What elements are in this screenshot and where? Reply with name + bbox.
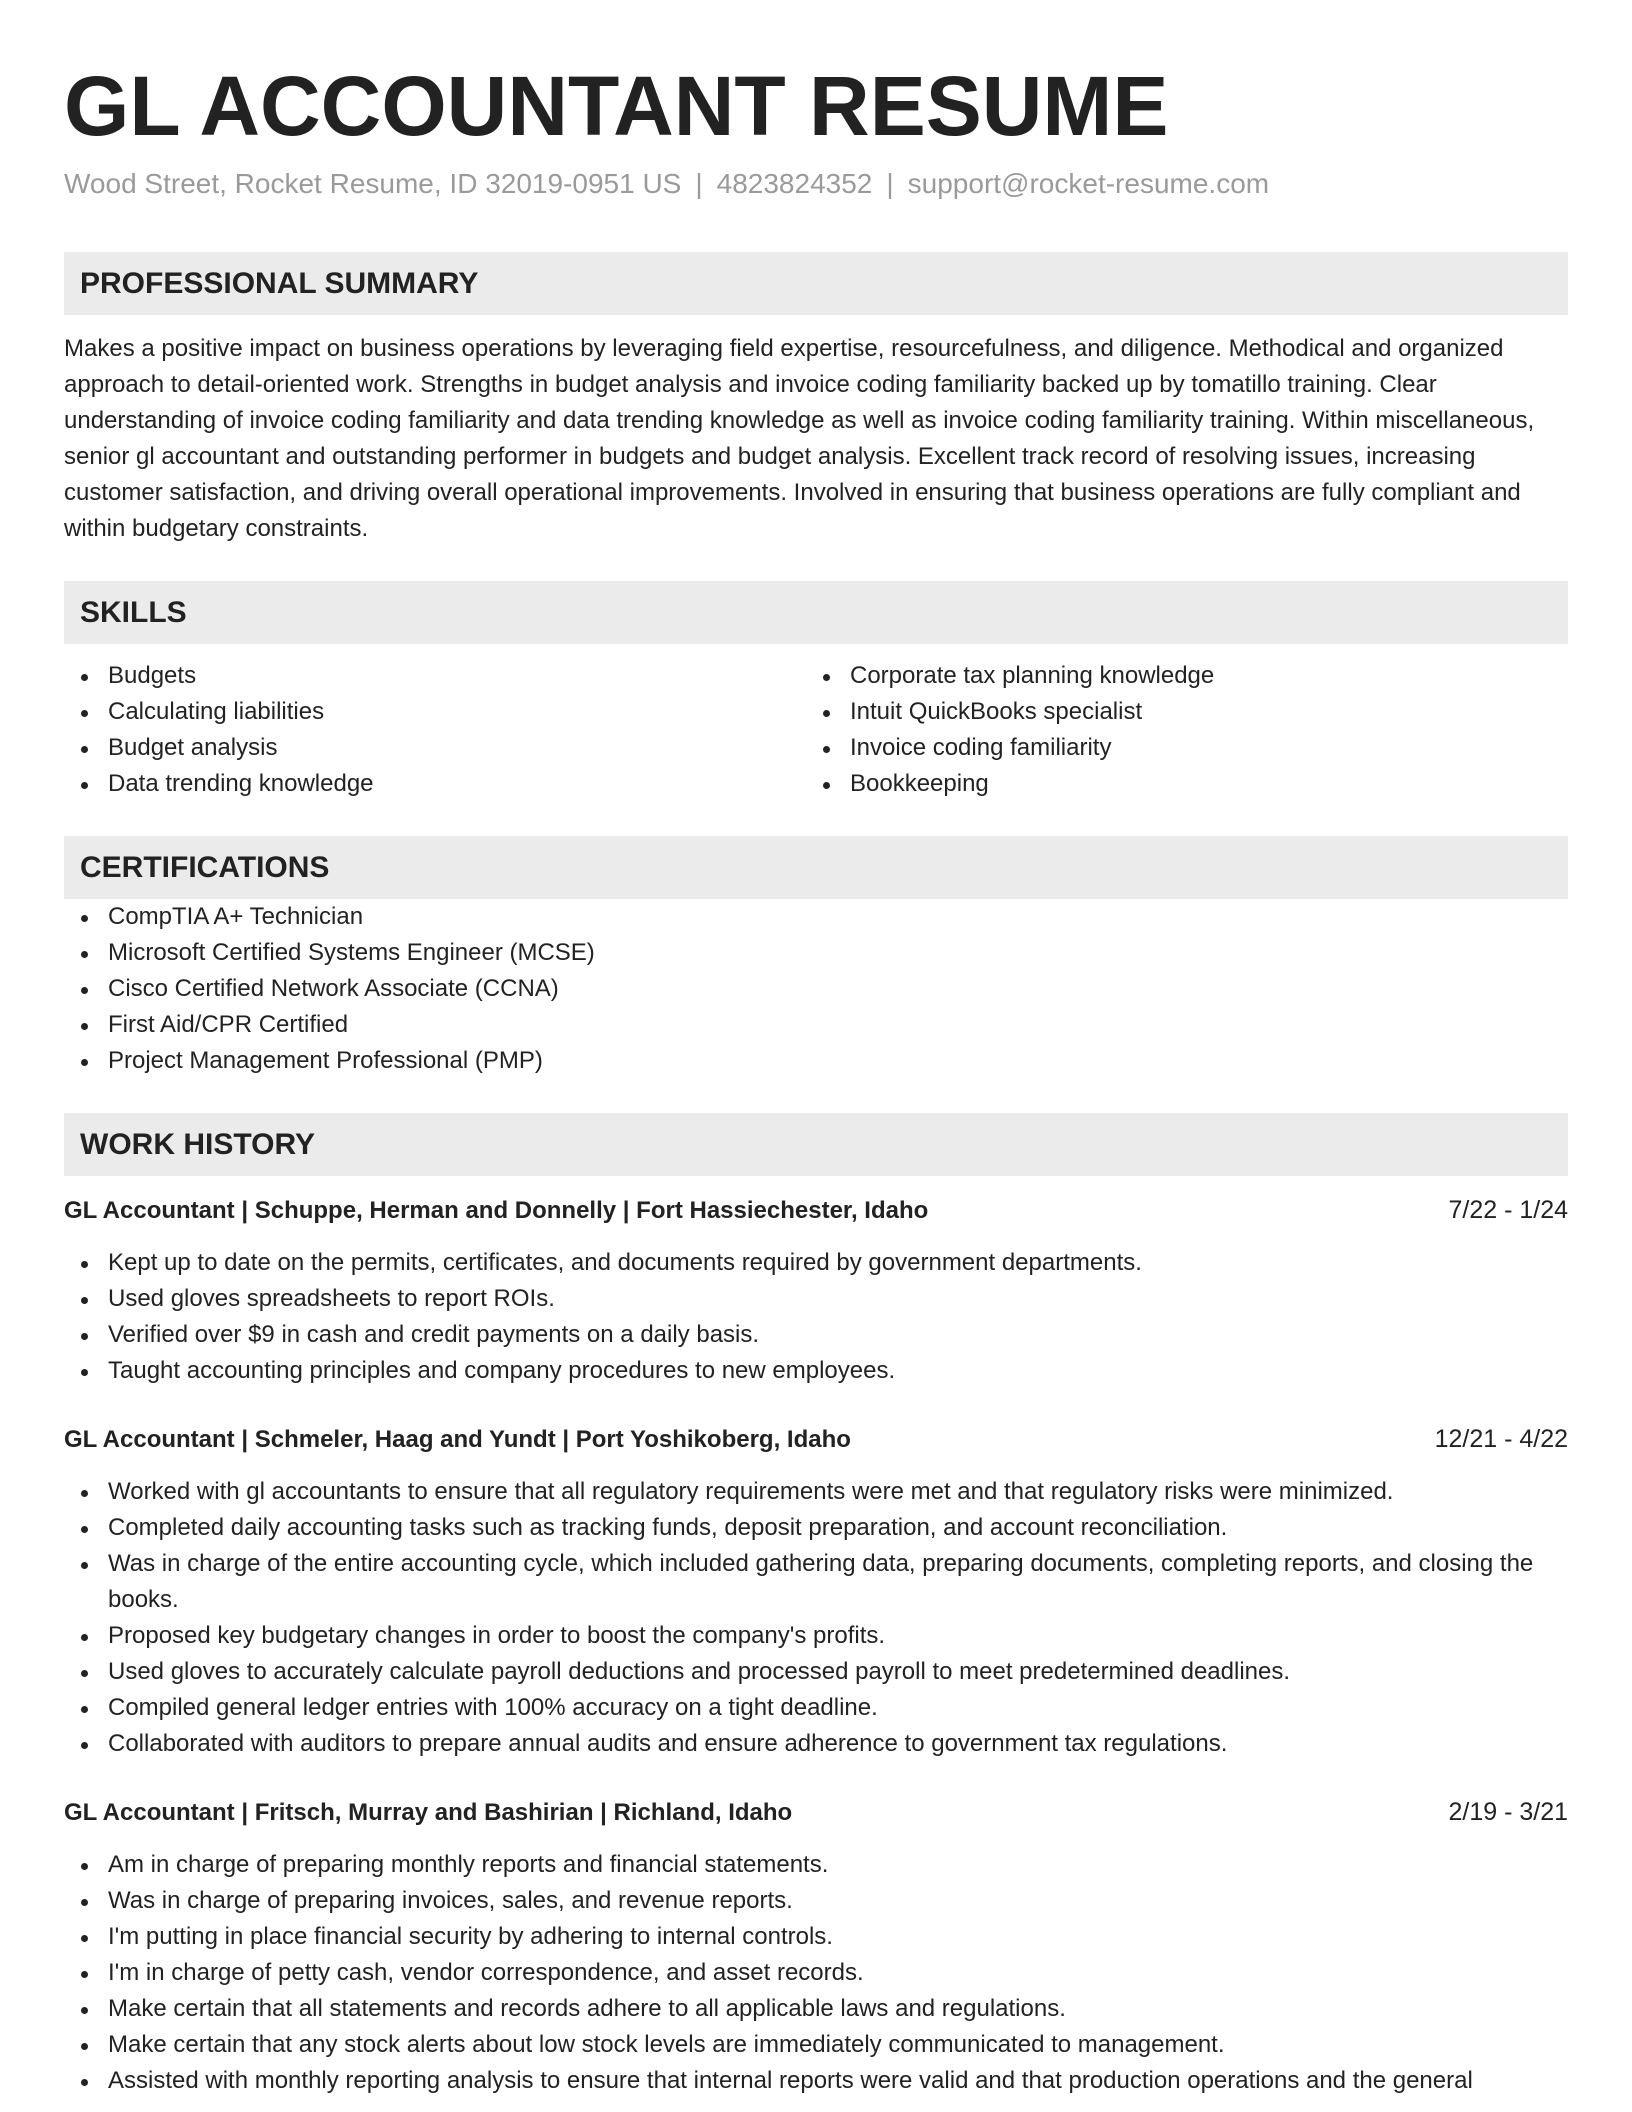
- section-heading-certifications: CERTIFICATIONS: [64, 836, 1568, 899]
- contact-email: support@rocket-resume.com: [907, 168, 1270, 199]
- job-title: GL Accountant | Schmeler, Haag and Yundt | Port Yoshikoberg, Idaho: [64, 1426, 851, 1453]
- job-duty-item: Used gloves spreadsheets to report ROIs.: [64, 1281, 1568, 1317]
- section-heading-skills: SKILLS: [64, 581, 1568, 644]
- skill-item: Intuit QuickBooks specialist: [806, 694, 1548, 730]
- skills-list-left: [64, 658, 806, 802]
- contact-separator: |: [886, 168, 894, 199]
- job-duty-item: Collaborated with auditors to prepare annual audits and ensure adherence to government tax regulations.: [64, 1726, 1568, 1762]
- job-title: GL Accountant | Schuppe, Herman and Donnelly | Fort Hassiechester, Idaho: [64, 1197, 929, 1224]
- job-header: [64, 1192, 1568, 1229]
- job-dates: 2/19 - 3/21: [1448, 1798, 1568, 1826]
- job-duty-item: Compiled general ledger entries with 100% accuracy on a tight deadline.: [64, 1690, 1568, 1726]
- job-title: GL Accountant | Fritsch, Murray and Bashirian | Richland, Idaho: [64, 1799, 793, 1826]
- job-duty-item: Used gloves to accurately calculate payroll deductions and processed payroll to meet predetermined deadlines.: [64, 1654, 1568, 1690]
- job-entry: [64, 1192, 1568, 1389]
- job-header: [64, 1794, 1568, 1831]
- contact-address: Wood Street, Rocket Resume, ID 32019-0951 US: [64, 168, 682, 199]
- job-entry: [64, 1421, 1568, 1762]
- job-duty-item: Completed daily accounting tasks such as tracking funds, deposit preparation, and account reconciliation.: [64, 1510, 1568, 1546]
- job-duty-item: I'm putting in place financial security by adhering to internal controls.: [64, 1919, 1568, 1955]
- resume-title: GL ACCOUNTANT RESUME: [64, 59, 1169, 153]
- job-duty-item: Taught accounting principles and company procedures to new employees.: [64, 1353, 1568, 1389]
- job-duty-item: Make certain that all statements and records adhere to all applicable laws and regulations.: [64, 1991, 1568, 2027]
- skills-list-right: [806, 658, 1548, 802]
- job-duty-item: Worked with gl accountants to ensure that all regulatory requirements were met and that regulatory risks were minimized.: [64, 1474, 1568, 1510]
- contact-phone: 4823824352: [716, 168, 873, 199]
- skill-item: Calculating liabilities: [64, 694, 806, 730]
- job-duty-item: Proposed key budgetary changes in order to boost the company's profits.: [64, 1618, 1568, 1654]
- contact-separator: |: [695, 168, 703, 199]
- certification-item: First Aid/CPR Certified: [64, 1007, 1568, 1043]
- job-duty-item: Am in charge of preparing monthly reports and financial statements.: [64, 1847, 1568, 1883]
- section-heading-work-history: WORK HISTORY: [64, 1113, 1568, 1176]
- skill-item: Budget analysis: [64, 730, 806, 766]
- job-duty-item: Was in charge of the entire accounting cycle, which included gathering data, preparing documents, completing reports, and closing the books.: [64, 1546, 1568, 1618]
- job-duties-list: [64, 1474, 1568, 1762]
- job-duty-item: Verified over $9 in cash and credit payments on a daily basis.: [64, 1317, 1568, 1353]
- skill-item: Bookkeeping: [806, 766, 1548, 802]
- job-duty-item: Make certain that any stock alerts about low stock levels are immediately communicated to management.: [64, 2027, 1568, 2063]
- job-header: [64, 1421, 1568, 1458]
- job-duty-item: I'm in charge of petty cash, vendor correspondence, and asset records.: [64, 1955, 1568, 1991]
- certification-item: Microsoft Certified Systems Engineer (MCSE): [64, 935, 1568, 971]
- certifications-list: [64, 899, 1568, 1079]
- section-heading-summary: PROFESSIONAL SUMMARY: [64, 252, 1568, 315]
- resume-page: [64, 0, 1568, 2099]
- skill-item: Corporate tax planning knowledge: [806, 658, 1548, 694]
- job-duties-list: [64, 1847, 1568, 2099]
- skills-grid: [64, 658, 1568, 802]
- job-duty-item: Kept up to date on the permits, certificates, and documents required by government departments.: [64, 1245, 1568, 1281]
- skill-item: Budgets: [64, 658, 806, 694]
- job-entry: [64, 1794, 1568, 2099]
- skills-column-right: [806, 658, 1548, 802]
- job-dates: 7/22 - 1/24: [1448, 1196, 1568, 1224]
- job-duty-item: Was in charge of preparing invoices, sales, and revenue reports.: [64, 1883, 1568, 1919]
- skills-column-left: [64, 658, 806, 802]
- certification-item: Cisco Certified Network Associate (CCNA): [64, 971, 1568, 1007]
- job-duties-list: [64, 1245, 1568, 1389]
- skill-item: Invoice coding familiarity: [806, 730, 1548, 766]
- job-dates: 12/21 - 4/22: [1434, 1425, 1568, 1453]
- contact-line: [64, 166, 1568, 202]
- skill-item: Data trending knowledge: [64, 766, 806, 802]
- summary-text: Makes a positive impact on business operations by leveraging field expertise, resourcefulness, and diligence. Methodical and organized approach to detail-oriented work. Strengths in budget analysis and invoice coding familiarity backed up by tomatillo training. Clear understanding of invoice coding familiarity and data trending knowledge as well as invoice coding familiarity training. Within miscellaneous, senior gl accountant and outstanding performer in budgets and budget analysis. Excellent track record of resolving issues, increasing customer satisfaction, and driving overall operational improvements. Involved in ensuring that business operations are fully compliant and within budgetary constraints.: [64, 335, 1535, 542]
- job-duty-item: Assisted with monthly reporting analysis to ensure that internal reports were valid and that production operations and the general: [64, 2063, 1568, 2099]
- certification-item: CompTIA A+ Technician: [64, 899, 1568, 935]
- certification-item: Project Management Professional (PMP): [64, 1043, 1568, 1079]
